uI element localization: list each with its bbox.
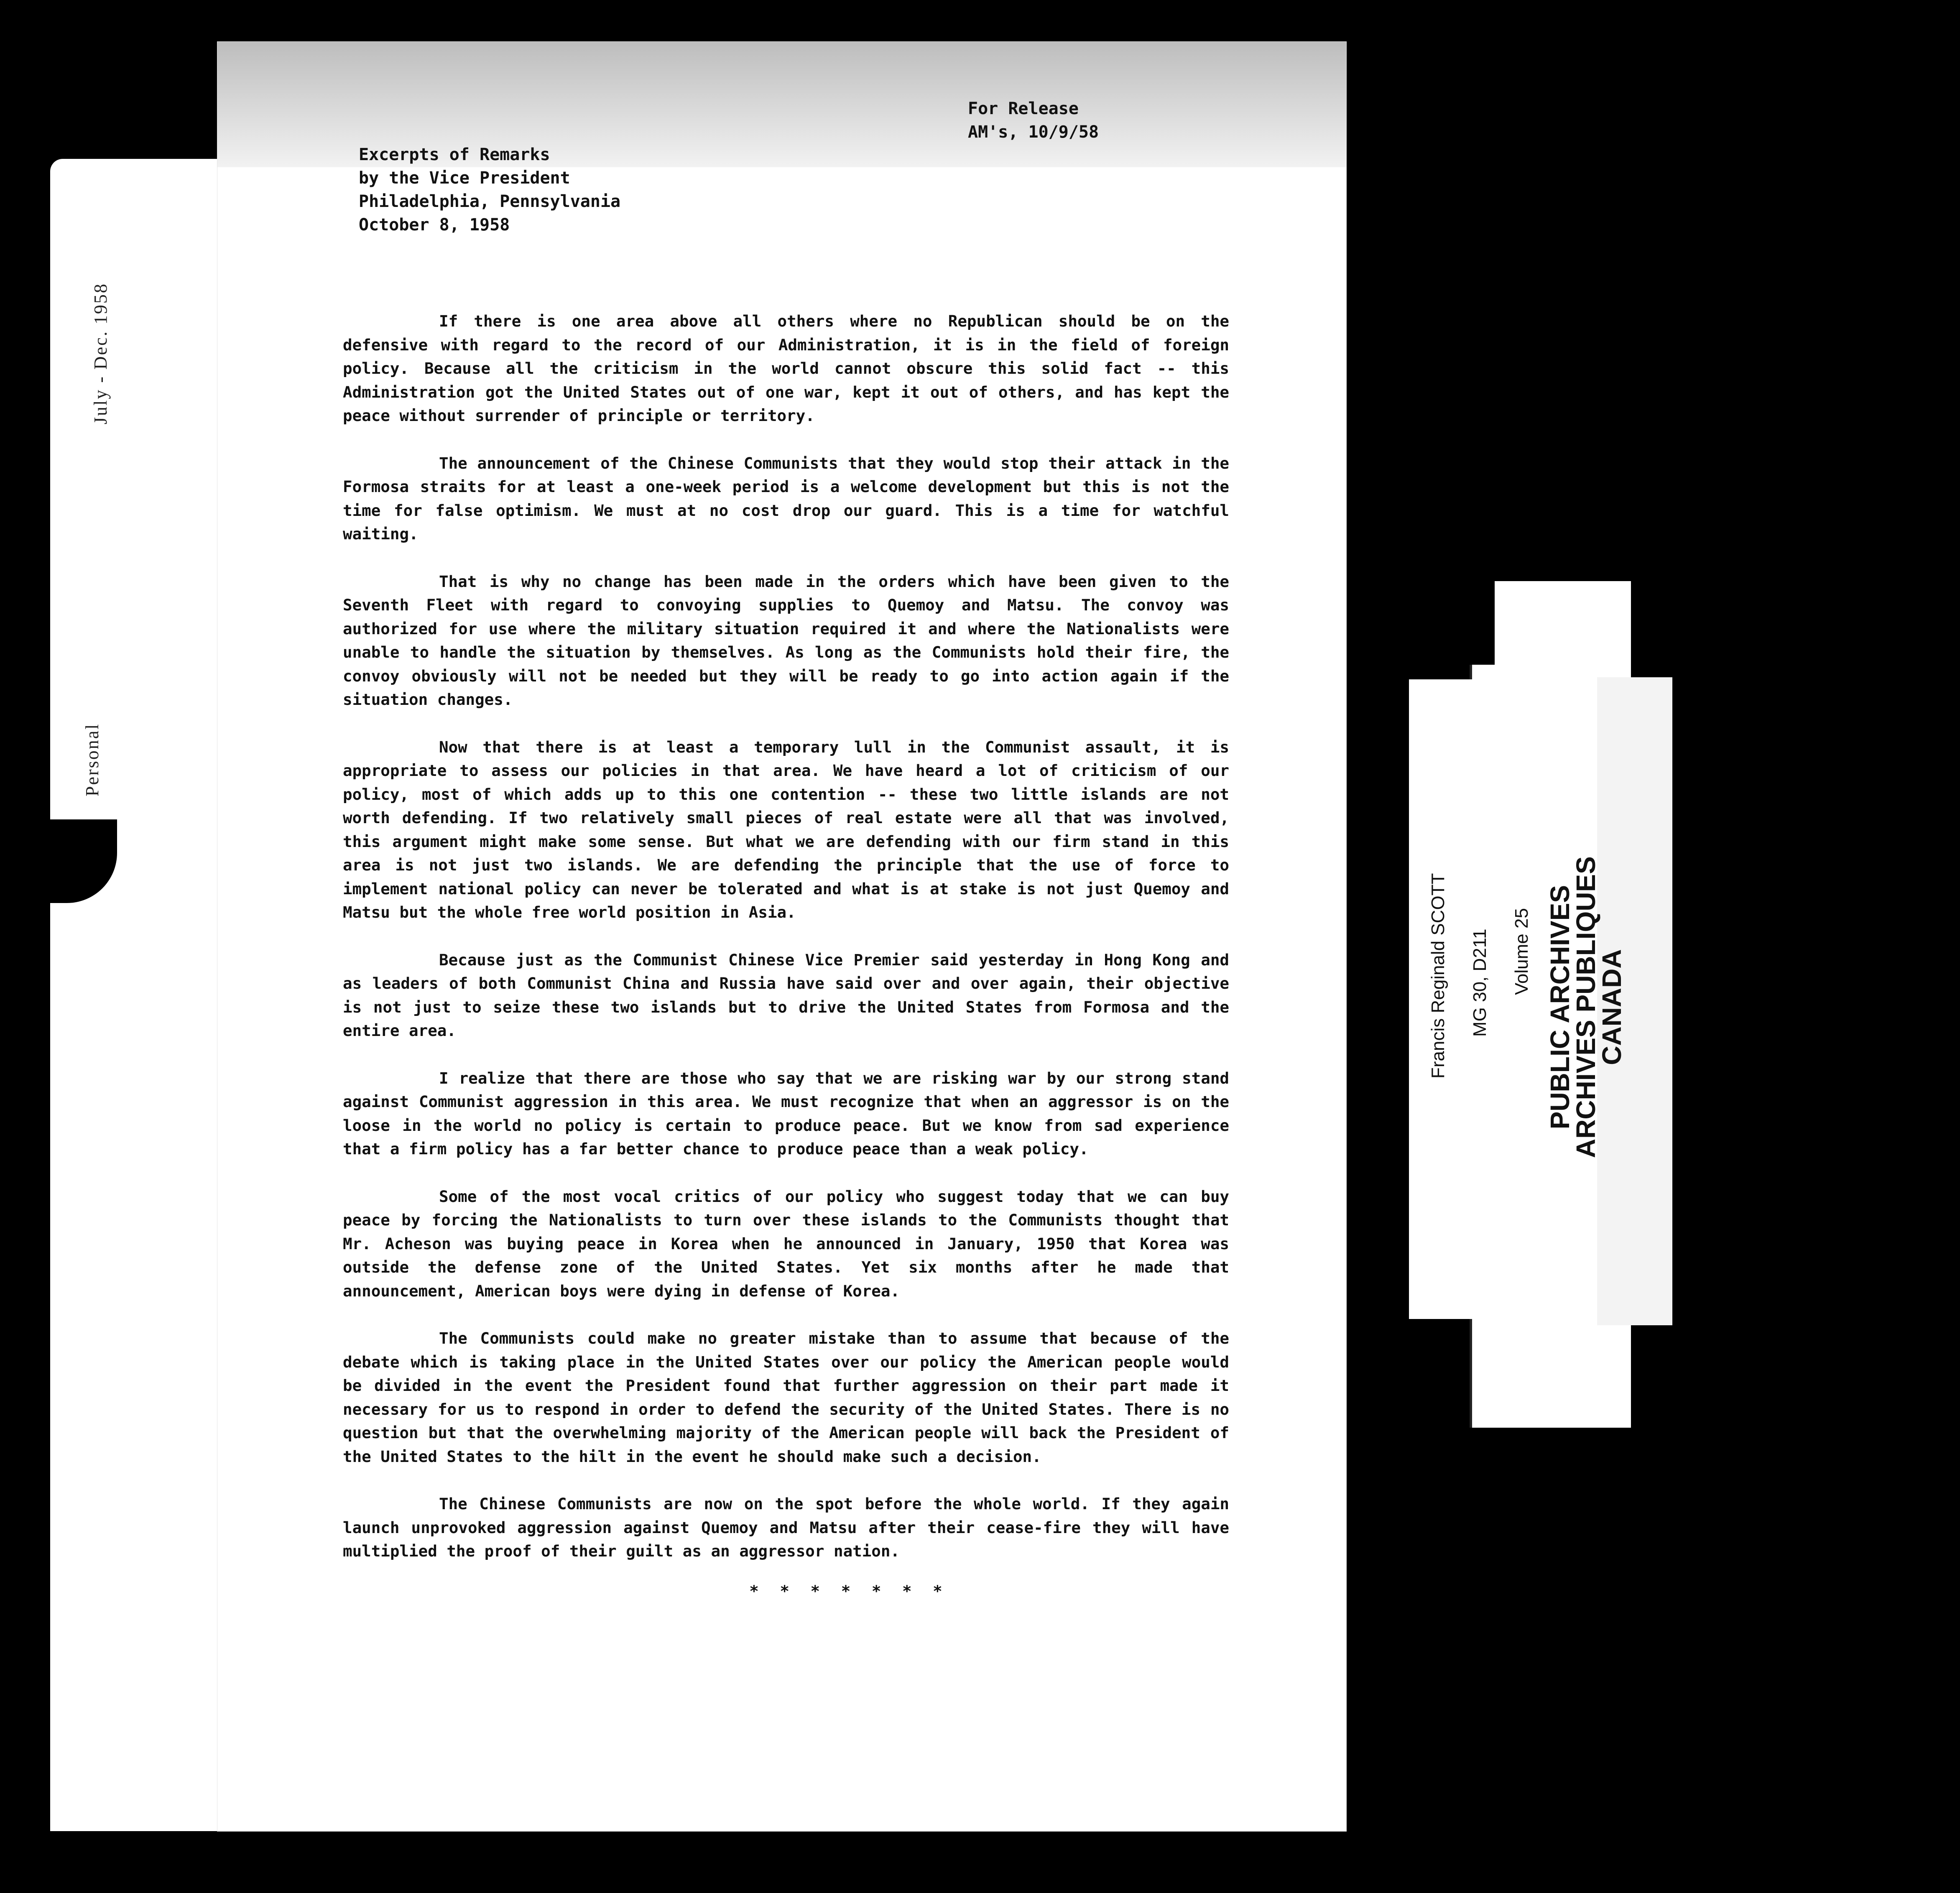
heading-line: October 8, 1958 [359,215,510,235]
paragraph: That is why no change has been made in the orders which have been given to the Seventh Fleet with regard to convoying supplies to Quemoy and Matsu. The convoy was authorized for use where the military situation required it and where the Nationalists were unable to handle the situation by themselves. As long as the Communists hold their fire, the convoy obviously will not be needed but they will be ready to go into action again if the situation changes. [343,572,1229,709]
archive-card-notch [1470,581,1495,665]
press-release-page [217,42,1346,1831]
paragraph: I realize that there are those who say that we are risking war by our strong stand against Communist aggression in this area. We must recognize that when an aggressor is on the loose in the world no policy is certain to produce peace. But we know from sad experience that a firm policy has a far better chance to produce peace than a weak policy. [343,1069,1229,1158]
folder-tab-category: Personal [82,723,102,796]
heading-line: Philadelphia, Pennsylvania [359,192,621,211]
archive-volume: Volume 25 [1511,908,1532,995]
archive-reference: MG 30, D211 [1470,929,1490,1037]
release-notice [968,97,1099,144]
remarks-body [343,309,1229,1603]
release-line-1: For Release [968,99,1079,118]
folder-tab-dates: July - Dec. 1958 [90,283,111,424]
paragraph: If there is one area above all others where no Republican should be on the defensive with regard to the record of our Administration, it is in the field of foreign policy. Because all the criticism in the world cannot obscure this solid fact -- this Administration got the United States out of one war, kept it out of others, and has kept the peace without surrender of principle or territory. [343,312,1229,425]
paragraph: Because just as the Communist Chinese Vice Premier said yesterday in Hong Kong and as leaders of both Communist China and Russia have said over and over again, their objective is not just to seize these two islands but to drive the United States from Formosa and the entire area. [343,950,1229,1040]
archive-stamp-line: CANADA [1597,949,1627,1065]
archive-collector: Francis Reginald SCOTT [1428,873,1448,1079]
paragraph: Now that there is at least a temporary lull in the Communist assault, it is appropriate to assess our policies in that area. We have heard a lot of criticism of our policy, most of which adds up to this one contention -- these two little islands are not worth defending. If two relatively small pieces of real estate were all that was involved, this argument might make some sense. But what we are defending with our firm stand in this area is not just two islands. We are defending the principle that the use of force to implement national policy can never be tolerated and what is at stake is not just Quemoy and Matsu but the whole free world position in Asia. [343,737,1229,921]
archive-stamp-line: PUBLIC ARCHIVES [1545,885,1575,1130]
paragraph: The announcement of the Chinese Communists that they would stop their attack in the Formosa straits for at least a one-week period is a welcome development but this is not the time for false optimism. We must at no cost drop our guard. This is a time for watchful waiting. [343,454,1229,543]
end-mark: * * * * * * * [749,1582,948,1600]
archive-stamp-line: ARCHIVES PUBLIQUES [1571,856,1601,1158]
paragraph: Some of the most vocal critics of our policy who suggest today that we can buy peace by forcing the Nationalists to turn over these islands to the Communists thought that Mr. Acheson was buying peace in Korea when he announced in January, 1950 that Korea was outside the defense zone of the United States. Yet six months after he made that announcement, American boys were dying in defense of Korea. [343,1187,1229,1300]
release-line-2: AM's, 10/9/58 [968,122,1099,142]
heading-line: by the Vice President [359,168,570,188]
paragraph: The Chinese Communists are now on the spot before the whole world. If they again launch unprovoked aggression against Quemoy and Matsu after their cease-fire they will have multiplied the proof of their guilt as an aggressor nation. [343,1495,1229,1560]
archive-stamp [1547,856,1625,1158]
paragraph: The Communists could make no greater mistake than to assume that because of the debate which is taking place in the United States over our policy the American people would be divided in the event the President found that further aggression on their part made it necessary for us to respond in order to defend the security of the United States. There is no question but that the overwhelming majority of the American people will back the President of the United States to the hilt in the event he should make such a decision. [343,1329,1229,1466]
document-heading [359,143,620,237]
heading-line: Excerpts of Remarks [359,145,550,164]
